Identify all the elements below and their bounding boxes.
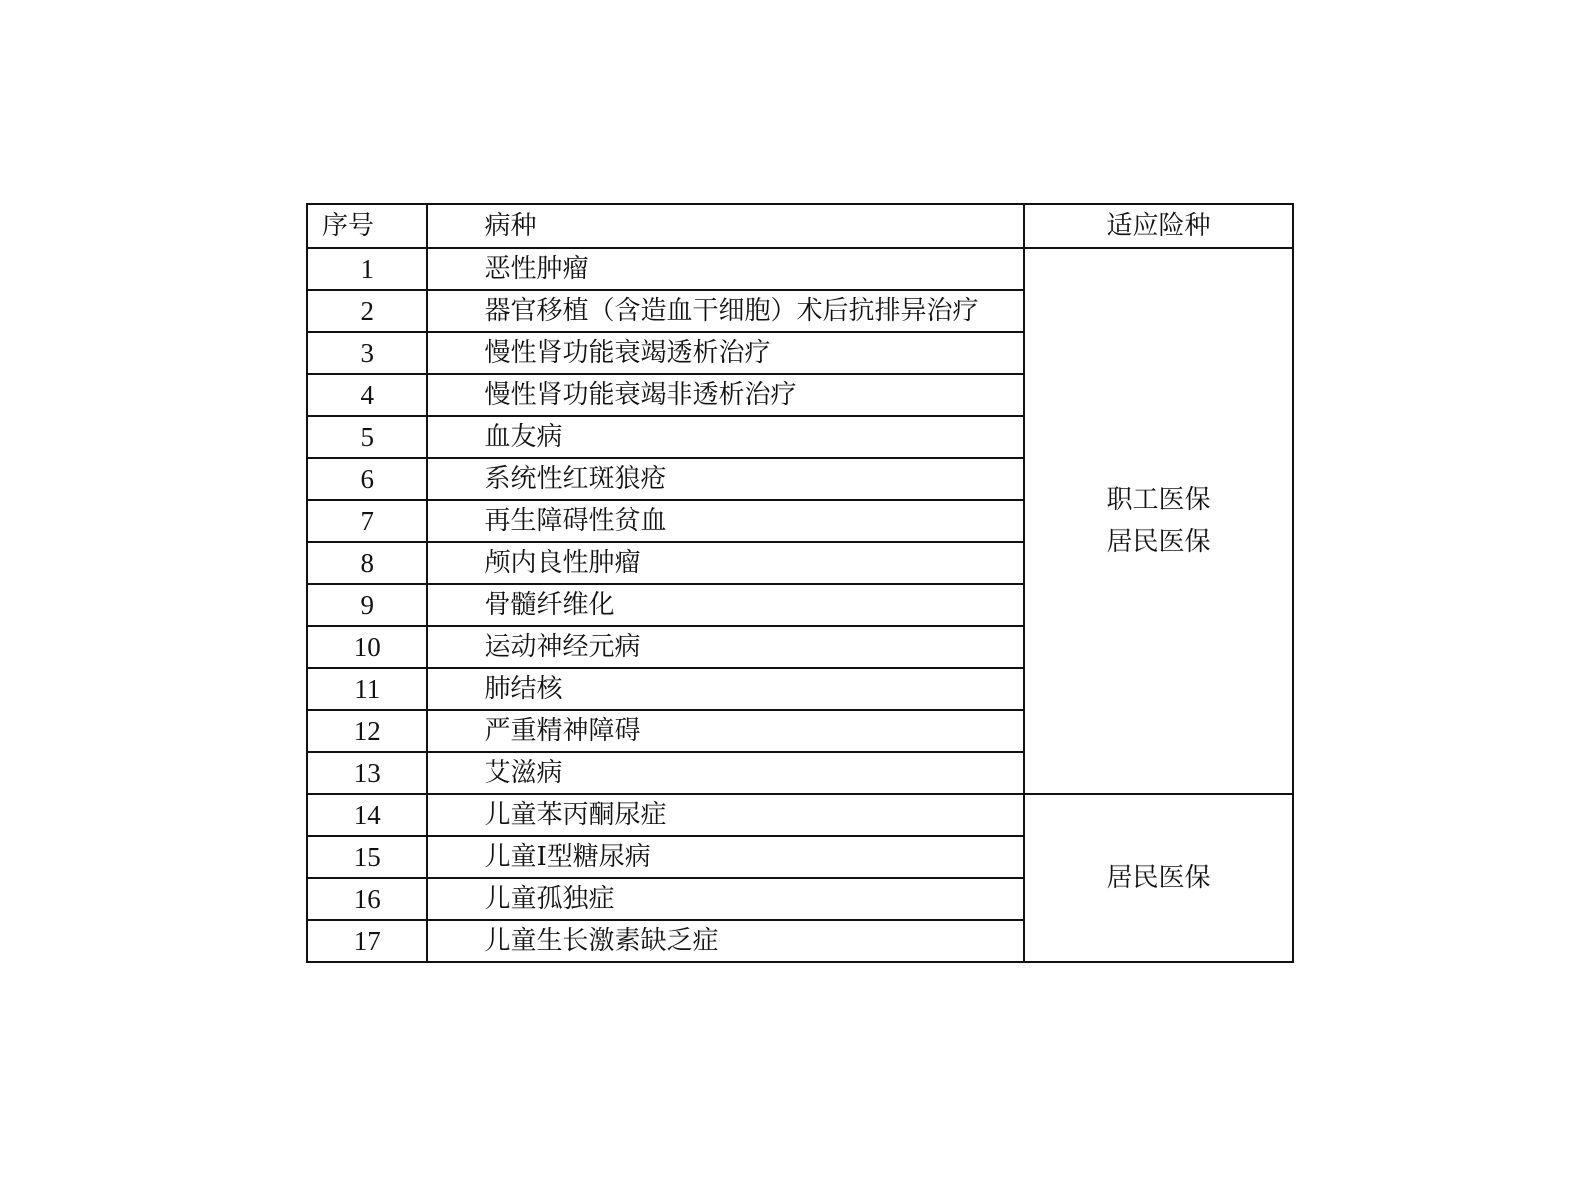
row-seq: 15: [307, 836, 427, 878]
row-seq: 10: [307, 626, 427, 668]
row-disease: 慢性肾功能衰竭非透析治疗: [427, 374, 1023, 416]
table-row: [307, 248, 1293, 290]
row-disease: 儿童Ⅰ型糖尿病: [427, 836, 1023, 878]
row-disease: 系统性红斑狼疮: [427, 458, 1023, 500]
row-seq: 1: [307, 248, 427, 290]
row-disease: 严重精神障碍: [427, 710, 1023, 752]
row-seq: 5: [307, 416, 427, 458]
row-seq: 4: [307, 374, 427, 416]
row-disease: 骨髓纤维化: [427, 584, 1023, 626]
row-disease: 再生障碍性贫血: [427, 500, 1023, 542]
insurance-type-label: 职工医保: [1106, 485, 1211, 515]
row-seq: 2: [307, 290, 427, 332]
row-seq: 9: [307, 584, 427, 626]
row-seq: 3: [307, 332, 427, 374]
row-seq: 17: [307, 920, 427, 962]
row-seq: 14: [307, 794, 427, 836]
row-disease: 儿童孤独症: [427, 878, 1023, 920]
row-disease: 艾滋病: [427, 752, 1023, 794]
row-disease: 恶性肿瘤: [427, 248, 1023, 290]
header-row: [307, 204, 1293, 248]
row-seq: 8: [307, 542, 427, 584]
row-disease: 颅内良性肿瘤: [427, 542, 1023, 584]
row-disease: 肺结核: [427, 668, 1023, 710]
row-seq: 13: [307, 752, 427, 794]
table-body: [307, 248, 1293, 962]
table-row: [307, 794, 1293, 836]
row-disease: 儿童苯丙酮尿症: [427, 794, 1023, 836]
disease-insurance-table: [306, 203, 1294, 963]
row-disease: 器官移植（含造血干细胞）术后抗排异治疗: [427, 290, 1023, 332]
row-seq: 16: [307, 878, 427, 920]
header-seq: 序号: [307, 204, 427, 248]
row-disease: 血友病: [427, 416, 1023, 458]
table-header: [307, 204, 1293, 248]
row-disease: 慢性肾功能衰竭透析治疗: [427, 332, 1023, 374]
insurance-type-label: 居民医保: [1106, 863, 1211, 893]
row-seq: 7: [307, 500, 427, 542]
row-seq: 11: [307, 668, 427, 710]
row-seq: 12: [307, 710, 427, 752]
insurance-group-cell: [1024, 248, 1293, 794]
row-disease: 运动神经元病: [427, 626, 1023, 668]
header-disease: 病种: [427, 204, 1023, 248]
row-seq: 6: [307, 458, 427, 500]
insurance-type-label: 居民医保: [1106, 527, 1211, 557]
header-insurance: 适应险种: [1024, 204, 1293, 248]
insurance-group-cell: [1024, 794, 1293, 962]
row-disease: 儿童生长激素缺乏症: [427, 920, 1023, 962]
